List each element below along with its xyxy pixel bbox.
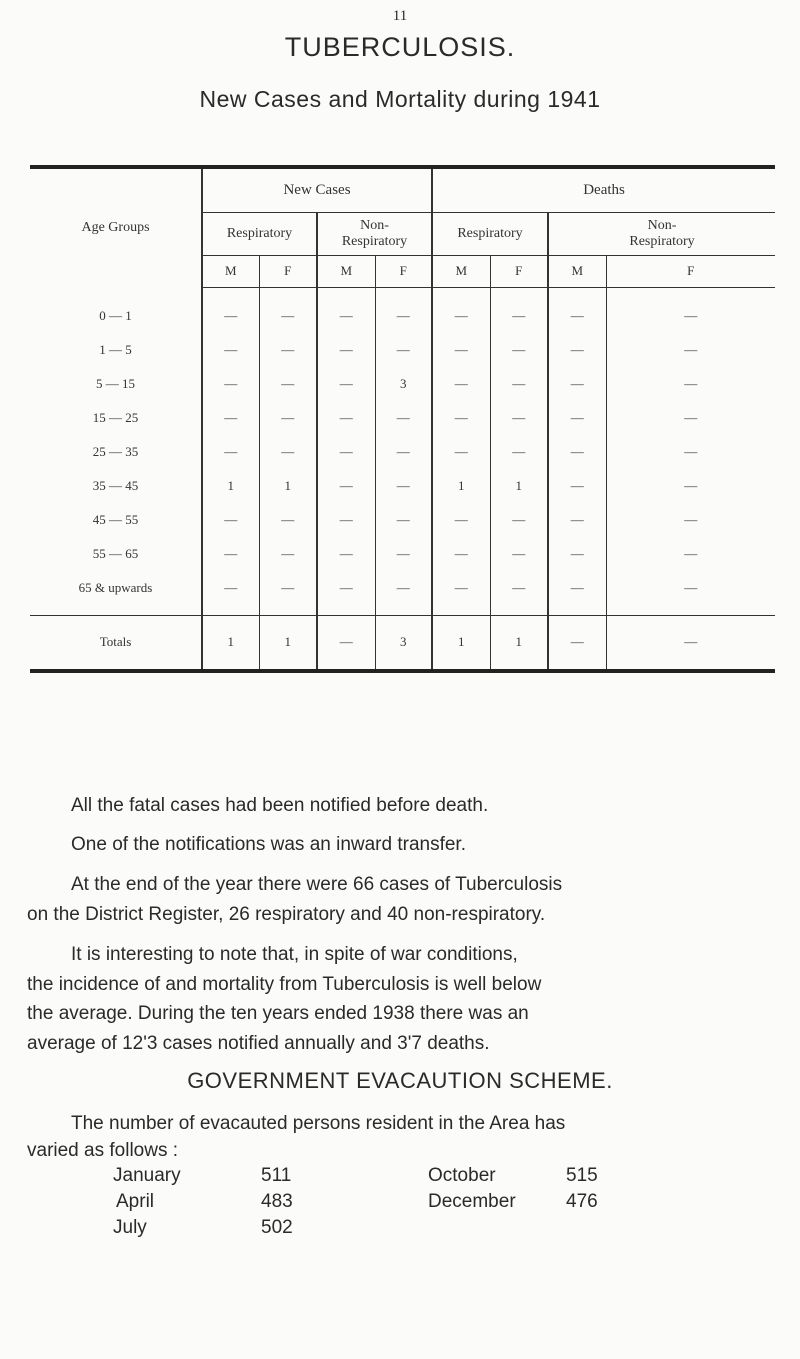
table-row — [30, 333, 775, 367]
tuberculosis-table — [30, 165, 775, 673]
header-m: M — [432, 255, 490, 287]
cell: — — [317, 333, 375, 367]
header-m: M — [317, 255, 375, 287]
cell: — — [432, 435, 490, 469]
cell: — — [606, 537, 775, 571]
cell: — — [375, 299, 432, 333]
cell: — — [606, 469, 775, 503]
cell: — — [317, 469, 375, 503]
table-row — [30, 571, 775, 605]
cell: — — [202, 299, 259, 333]
header-d-non-respiratory: Non- Respiratory — [548, 212, 775, 255]
header-age-groups: Age Groups — [30, 167, 202, 287]
cell: — — [548, 401, 606, 435]
header-d-respiratory: Respiratory — [432, 212, 548, 255]
cell: — — [432, 367, 490, 401]
section-heading: GOVERNMENT EVACAUTION SCHEME. — [187, 1068, 613, 1093]
cell: — — [432, 537, 490, 571]
cell: — — [548, 469, 606, 503]
cell: — — [490, 537, 548, 571]
cell: — — [490, 503, 548, 537]
cell: — — [490, 333, 548, 367]
cell: — — [432, 503, 490, 537]
paragraph-line: the average. During the ten years ended 1938 there was an — [27, 1003, 529, 1024]
cell: — — [375, 537, 432, 571]
cell: 1 — [432, 469, 490, 503]
cell: — — [548, 435, 606, 469]
table-row — [30, 503, 775, 537]
age-group: 1 — 5 — [99, 342, 132, 357]
age-group: 45 — 55 — [92, 512, 139, 527]
month-label: December — [428, 1191, 516, 1212]
header-nc-respiratory: Respiratory — [202, 212, 317, 255]
age-group: 25 — 35 — [92, 444, 139, 459]
cell: — — [548, 333, 606, 367]
cell: — — [432, 401, 490, 435]
cell: 1 — [259, 469, 317, 503]
cell: — — [606, 367, 775, 401]
cell: — — [606, 333, 775, 367]
header-f: F — [606, 255, 775, 287]
cell: — — [202, 333, 259, 367]
paragraph-line: on the District Register, 26 respiratory and 40 non-respiratory. — [27, 904, 546, 925]
age-group: 55 — 65 — [92, 546, 139, 561]
cell: — — [606, 435, 775, 469]
cell: — — [490, 571, 548, 605]
cell: — — [375, 469, 432, 503]
cell: — — [606, 615, 775, 671]
page-subtitle: New Cases and Mortality during 1941 — [199, 86, 601, 112]
table-row — [30, 469, 775, 503]
cell: — — [259, 435, 317, 469]
cell: — — [202, 537, 259, 571]
table-row — [30, 435, 775, 469]
cell: — — [432, 571, 490, 605]
table-row — [30, 401, 775, 435]
cell: — — [375, 435, 432, 469]
cell: — — [606, 571, 775, 605]
cell: — — [202, 503, 259, 537]
cell: 1 — [432, 615, 490, 671]
cell: 3 — [375, 615, 432, 671]
cell: — — [317, 571, 375, 605]
paragraph-line: average of 12'3 cases notified annually and 3'7 deaths. — [27, 1033, 490, 1054]
cell: — — [490, 435, 548, 469]
cell: — — [259, 537, 317, 571]
month-count: 483 — [261, 1191, 293, 1212]
cell: — — [375, 401, 432, 435]
cell: — — [606, 299, 775, 333]
table-row — [30, 537, 775, 571]
cell: 1 — [490, 469, 548, 503]
paragraph: One of the notifications was an inward transfer. — [71, 834, 466, 855]
paragraph-line: varied as follows : — [27, 1140, 179, 1161]
paragraph-line: the incidence of and mortality from Tuberculosis is well below — [27, 974, 542, 995]
header-f: F — [259, 255, 317, 287]
paragraph-line: It is interesting to note that, in spite of war conditions, — [71, 944, 518, 965]
header-f: F — [490, 255, 548, 287]
cell: — — [432, 299, 490, 333]
cell: — — [606, 401, 775, 435]
month-label: January — [113, 1165, 181, 1186]
paragraph-line: At the end of the year there were 66 cases of Tuberculosis — [71, 874, 563, 895]
cell: — — [259, 571, 317, 605]
cell: — — [202, 367, 259, 401]
cell: — — [375, 571, 432, 605]
cell: — — [548, 571, 606, 605]
cell: 1 — [259, 615, 317, 671]
cell: — — [317, 401, 375, 435]
paragraph: All the fatal cases had been notified before death. — [71, 795, 489, 816]
age-group: 35 — 45 — [92, 478, 139, 493]
cell: — — [317, 503, 375, 537]
totals-row — [30, 615, 775, 671]
cell: — — [317, 537, 375, 571]
month-count: 515 — [566, 1165, 598, 1186]
age-group: 15 — 25 — [92, 410, 139, 425]
month-count: 502 — [261, 1217, 293, 1238]
header-m: M — [202, 255, 259, 287]
totals-label: Totals — [30, 615, 202, 671]
paragraph-line: The number of evacauted persons resident in the Area has — [71, 1113, 566, 1134]
cell: — — [259, 503, 317, 537]
cell: 1 — [202, 469, 259, 503]
age-group: 0 — 1 — [99, 308, 132, 323]
cell: — — [317, 367, 375, 401]
cell: — — [548, 367, 606, 401]
cell: 1 — [202, 615, 259, 671]
cell: — — [202, 571, 259, 605]
header-m: M — [548, 255, 606, 287]
header-nc-non-respiratory: Non- Respiratory — [317, 212, 432, 255]
cell: — — [317, 615, 375, 671]
cell: — — [375, 503, 432, 537]
page-number: 11 — [392, 8, 408, 24]
month-label: July — [113, 1217, 147, 1238]
cell: — — [548, 537, 606, 571]
cell: — — [375, 333, 432, 367]
month-count: 476 — [566, 1191, 598, 1212]
cell: — — [259, 367, 317, 401]
cell: — — [317, 435, 375, 469]
cell: — — [202, 401, 259, 435]
month-label: April — [116, 1191, 155, 1212]
cell: — — [432, 333, 490, 367]
month-label: October — [428, 1165, 496, 1186]
cell: — — [490, 401, 548, 435]
page-title: TUBERCULOSIS. — [284, 32, 516, 62]
header-deaths: Deaths — [432, 167, 775, 212]
cell: — — [259, 333, 317, 367]
month-count: 511 — [261, 1165, 292, 1186]
cell: — — [490, 367, 548, 401]
header-f: F — [375, 255, 432, 287]
cell: — — [606, 503, 775, 537]
cell: — — [548, 615, 606, 671]
cell: — — [317, 299, 375, 333]
header-new-cases: New Cases — [202, 167, 432, 212]
cell: — — [548, 299, 606, 333]
cell: — — [259, 299, 317, 333]
cell: — — [548, 503, 606, 537]
cell: — — [259, 401, 317, 435]
table-row — [30, 367, 775, 401]
cell: — — [490, 299, 548, 333]
table-row — [30, 299, 775, 333]
cell: — — [202, 435, 259, 469]
age-group: 65 & upwards — [78, 580, 153, 595]
cell: 3 — [375, 367, 432, 401]
cell: 1 — [490, 615, 548, 671]
age-group: 5 — 15 — [96, 376, 135, 391]
